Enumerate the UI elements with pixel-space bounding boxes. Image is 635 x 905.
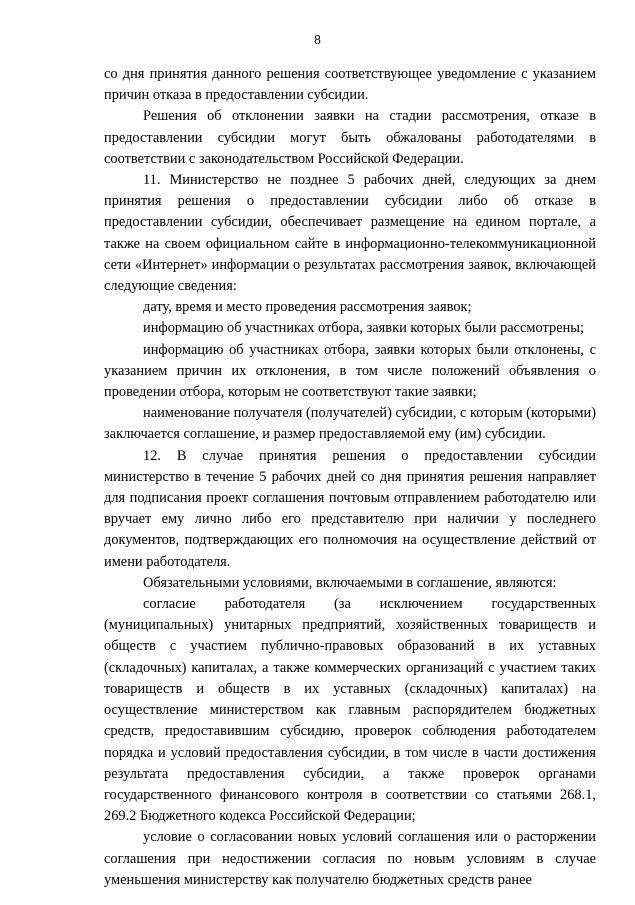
paragraph-appeal: Решения об отклонении заявки на стадии рассмотрения, отказе в предоставлении субсидии могут быть обжалованы работодателями в соответствии с законодательством Российской Федерации. — [104, 108, 596, 167]
document-body — [104, 64, 596, 891]
paragraph-list-recipient: наименование получателя (получателей) субсидии, с которым (которыми) заключается соглашение, и размер предоставляемой ему (им) субсидии. — [104, 405, 596, 443]
paragraph-item-11: 11. Министерство не позднее 5 рабочих дней, следующих за днем принятия решения о предоставлении субсидии либо об отказе в предоставлении субсидии, обеспечивает размещение на едином портале, а также на своем официальном сайте в информационно-телекоммуникационной сети «Интернет» информации о результатах рассмотрения заявок, включающей следующие сведения: — [104, 172, 596, 295]
paragraph-conditions-heading: Обязательными условиями, включаемыми в соглашение, являются: — [143, 574, 557, 591]
paragraph-item-12: 12. В случае принятия решения о предоставлении субсидии министерство в течение 5 рабочих дней со дня принятия решения направляет для подписания проект соглашения почтовым отправлением работодателю или вручает ему лично либо его представителю при наличии у последнего документов, подтверждающих его полномочия на осуществление действий от имени работодателя. — [104, 447, 596, 570]
paragraph-condition-agreement: условие о согласовании новых условий соглашения или о расторжении соглашения при недостижении согласия по новым условиям в случае уменьшения министерству как получателю бюджетных средств ранее — [104, 829, 596, 888]
paragraph-condition-consent: согласие работодателя (за исключением государственных (муниципальных) унитарных предприятий, хозяйственных товариществ и обществ с участием публично-правовых образований в их уставных (складочных) капиталах, а также коммерческих организаций с участием таких товариществ и обществ в их уставных (складочных) капиталах) на осуществление министерством как главным распорядителем бюджетных средств, предоставившим субсидию, проверок соблюдения работодателем порядка и условий предоставления субсидии, в том числе в части достижения результата предоставления субсидии, а также проверок органами государственного финансового контроля в соответствии со статьями 268.1, 269.2 Бюджетного кодекса Российской Федерации; — [104, 596, 596, 825]
paragraph-continuation: со дня принятия данного решения соответствующее уведомление с указанием причин отказа в предоставлении субсидии. — [104, 66, 596, 104]
paragraph-list-reviewed: информацию об участниках отбора, заявки которых были рассмотрены; — [143, 320, 584, 337]
paragraph-list-rejected: информацию об участниках отбора, заявки которых были отклонены, с указанием причин их отклонения, в том числе положений объявления о проведении отбора, которым не соответствуют такие заявки; — [104, 341, 596, 401]
page-number: 8 — [314, 32, 321, 47]
paragraph-list-date: дату, время и место проведения рассмотрения заявок; — [143, 299, 472, 316]
